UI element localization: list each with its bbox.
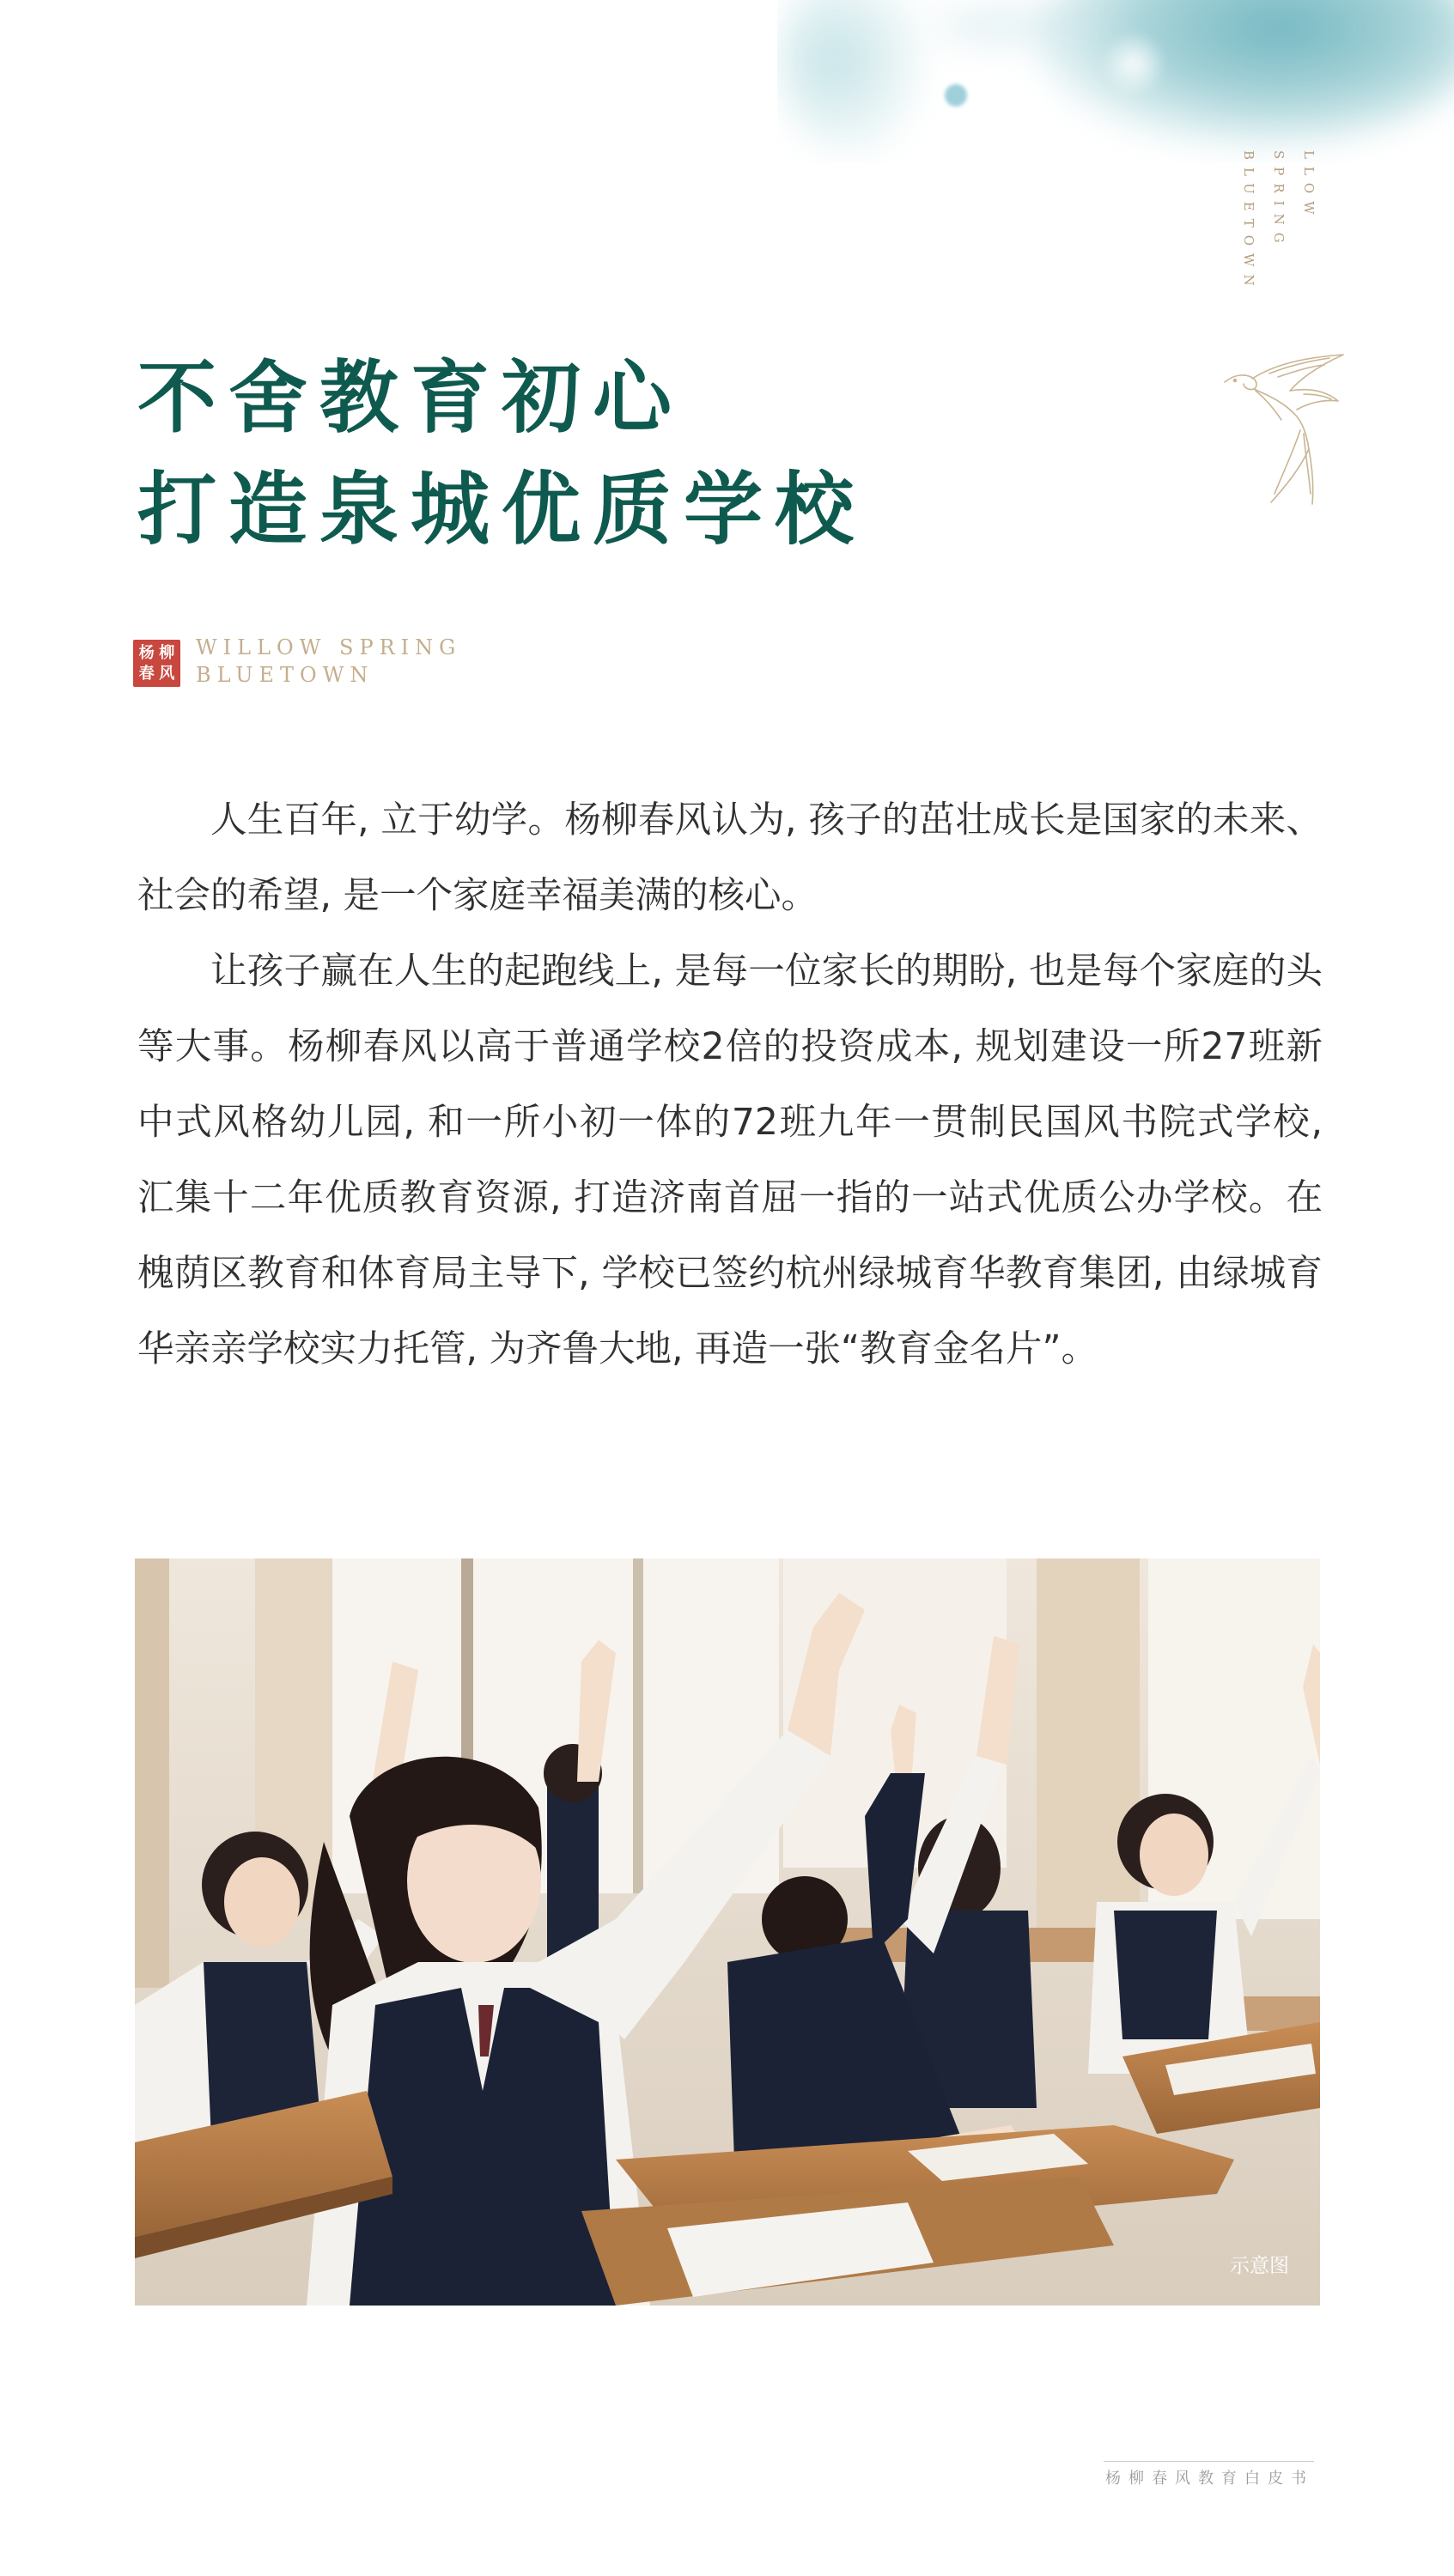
page-headline xyxy=(137,342,866,565)
watercolor-decoration xyxy=(777,0,1454,163)
headline-line-1: 不舍教育初心 xyxy=(137,351,684,444)
paragraph-1: 人生百年, 立于幼学。杨柳春风认为, 孩子的茁壮成长是国家的未来、社会的希望, 是一个家庭幸福美满的核心。 xyxy=(137,799,1323,917)
paragraph-2: 让孩子赢在人生的起跑线上, 是每一位家长的期盼, 也是每个家庭的头等大事。杨柳春风以高于普通学校2倍的投资成本, 规划建设一所27班新中式风格幼儿园, 和一所小初一体的72班九年一贯制民国风书院式学校, 汇集十二年优质教育资源, 打造济南首屈一指的一站式优质公办学校。在槐荫区教育和体育局主导下, 学校已签约杭州绿城育华教育集团, 由绿城育华亲亲学校实力托管, 为齐鲁大地, 再造一张“教育金名片”。 xyxy=(137,951,1323,1370)
seal-char: 春 xyxy=(138,665,155,683)
brand-line-1: WILLOW SPRING xyxy=(196,635,462,659)
body-text xyxy=(137,783,1323,1388)
seal-char: 杨 xyxy=(138,644,155,662)
footer-text: 杨柳春风教育白皮书 xyxy=(1105,2470,1314,2488)
photo-caption: 示意图 xyxy=(1230,2255,1289,2277)
swallow-bird-icon xyxy=(1218,348,1347,507)
brand-seal-logo xyxy=(133,640,180,687)
footer-divider xyxy=(1104,2461,1314,2462)
vertical-text-spring: SPRING xyxy=(1271,150,1287,251)
vertical-text-bluetown: BLUETOWN xyxy=(1241,150,1256,294)
seal-char: 风 xyxy=(159,665,175,683)
classroom-illustration xyxy=(135,1558,1320,2306)
vertical-text-llow: LLOW xyxy=(1301,150,1317,222)
headline-line-2: 打造泉城优质学校 xyxy=(137,463,867,556)
brand-text xyxy=(196,634,461,689)
seal-char: 柳 xyxy=(159,644,175,662)
brand-line-2: BLUETOWN xyxy=(196,663,374,687)
classroom-photo xyxy=(135,1558,1320,2306)
